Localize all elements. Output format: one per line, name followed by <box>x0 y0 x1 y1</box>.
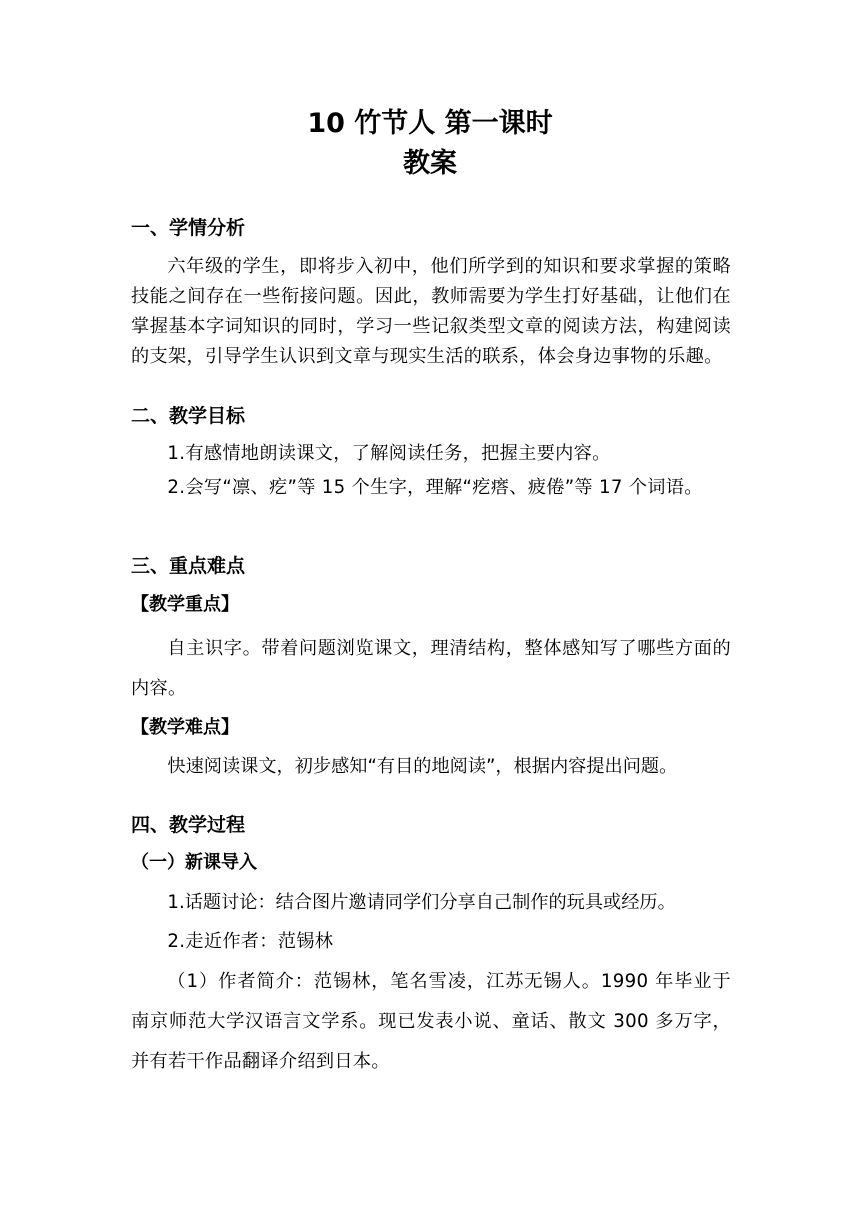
section-heading-key-points: 三、重点难点 <box>131 555 246 577</box>
teaching-goal-item: 2.会写“凛、疙”等 15 个生字，理解“疙瘩、疲倦”等 17 个词语。 <box>167 477 703 498</box>
section-heading-teaching-process: 四、教学过程 <box>131 814 246 836</box>
section-heading-learning-analysis: 一、学情分析 <box>131 217 246 239</box>
process-item: 2.走近作者：范锡林 <box>167 931 334 952</box>
document-title: 10 竹节人 第一课时 <box>307 108 553 139</box>
teaching-goal-item: 1.有感情地朗读课文，了解阅读任务，把握主要内容。 <box>167 443 611 464</box>
section-heading-teaching-goals: 二、教学目标 <box>131 405 246 427</box>
key-point-text: 自主识字。带着问题浏览课文，理清结构，整体感知写了哪些方面的内容。 <box>131 638 731 699</box>
author-intro-paragraph: （1）作者简介：范锡林，笔名雪凌，江苏无锡人。1990 年毕业于南京师范大学汉语言文学系。现已发表小说、童话、散文 300 多万字，并有若干作品翻译介绍到日本。 <box>131 971 731 1072</box>
document-subtitle: 教案 <box>403 148 457 179</box>
key-point-label: 【教学重点】 <box>131 594 239 615</box>
process-item: 1.话题讨论：结合图片邀请同学们分享自己制作的玩具或经历。 <box>167 892 676 913</box>
learning-analysis-paragraph: 六年级的学生，即将步入初中，他们所学到的知识和要求掌握的策略技能之间存在一些衔接问题。因此，教师需要为学生打好基础，让他们在掌握基本字词知识的同时，学习一些记叙类型文章的阅读方法，构建阅读的支架，引导学生认识到文章与现实生活的联系，体会身边事物的乐趣。 <box>131 256 731 367</box>
difficult-point-label: 【教学难点】 <box>131 717 239 738</box>
difficult-point-text: 快速阅读课文，初步感知“有目的地阅读”，根据内容提出问题。 <box>167 756 678 777</box>
subsection-heading-introduction: （一）新课导入 <box>131 852 257 873</box>
